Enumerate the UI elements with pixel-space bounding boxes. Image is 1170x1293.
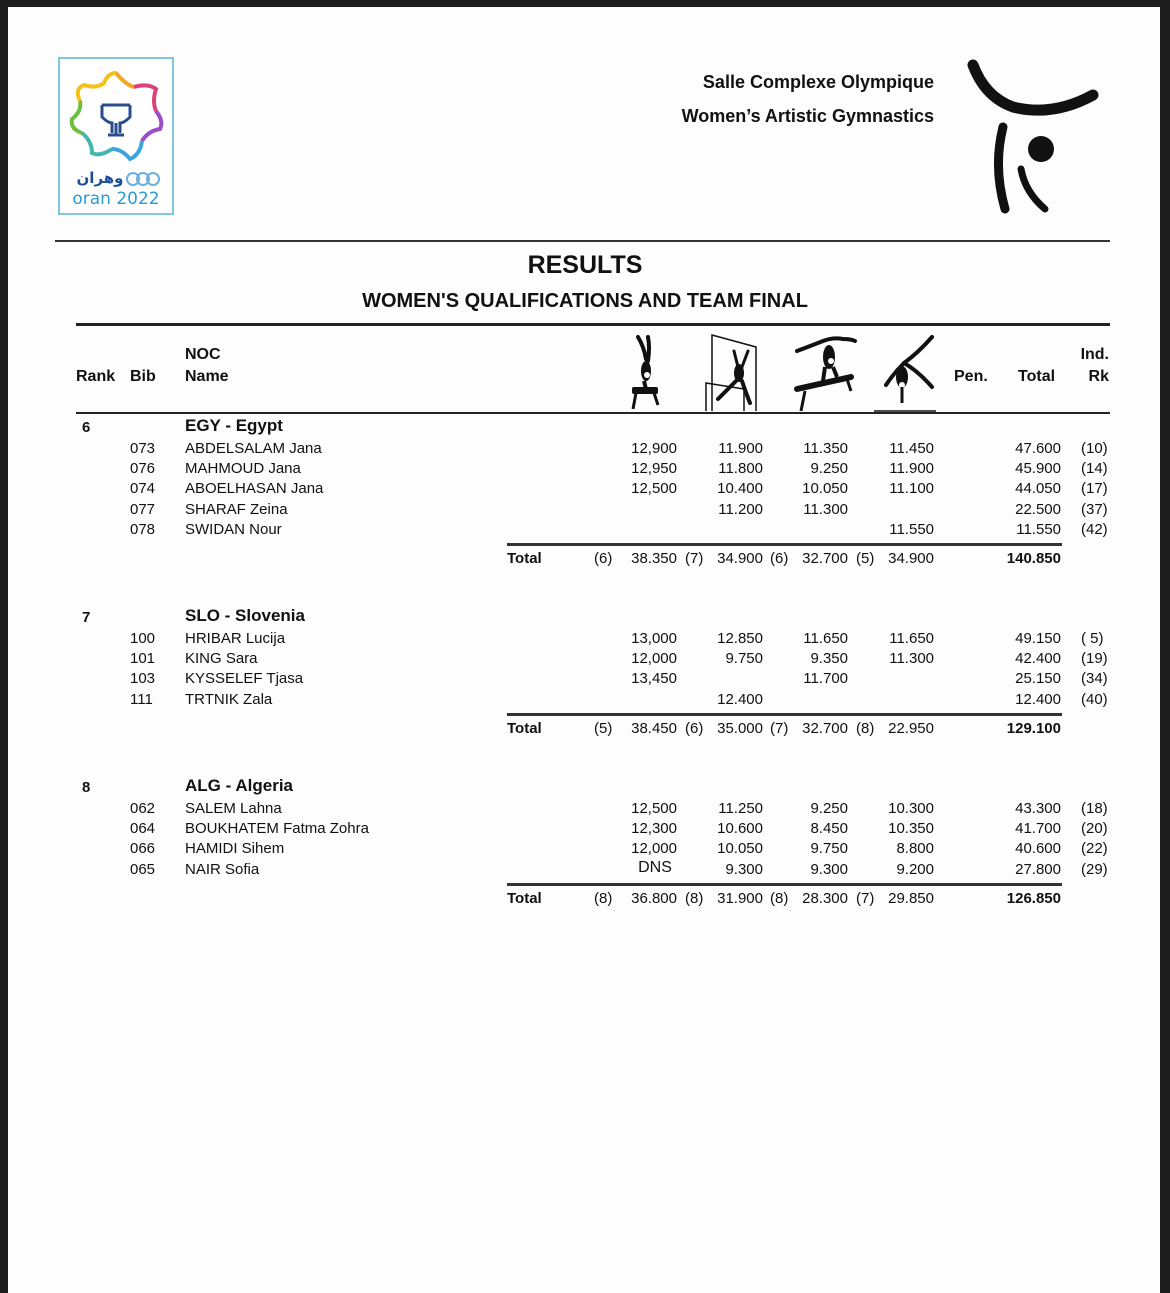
discipline-name: Women’s Artistic Gymnastics <box>681 106 934 126</box>
athlete-name: ABDELSALAM Jana <box>185 440 322 457</box>
score-floor: 10.300 <box>888 800 934 817</box>
score-balance-beam: 9.250 <box>810 800 848 817</box>
col-header-bib: Bib <box>130 368 156 385</box>
venue-header <box>682 65 934 133</box>
vault-rank: (5) <box>594 719 613 737</box>
athlete-ind-rank: (14) <box>1081 460 1108 478</box>
score-vault: DNS <box>638 858 672 876</box>
athlete-ind-rank: (19) <box>1081 650 1108 668</box>
athlete-total: 11.550 <box>1016 520 1061 538</box>
score-vault: 13,450 <box>631 670 677 688</box>
team-total-label: Total <box>507 889 542 907</box>
athlete-bib: 078 <box>130 520 156 538</box>
col-header-ind-rk-2: Rk <box>1088 368 1109 385</box>
artistic-gymnastics-pictogram-icon <box>963 57 1113 217</box>
score-vault: 12,300 <box>631 820 677 838</box>
table-top-rule <box>76 323 1110 326</box>
team-grand-total: 140.850 <box>1006 550 1061 567</box>
score-uneven-bars: 11.250 <box>718 800 763 817</box>
score-vault: 13,000 <box>631 630 677 647</box>
athlete-name: HAMIDI Sihem <box>185 840 285 858</box>
score-floor: 11.300 <box>889 650 934 668</box>
score-balance-beam: 11.300 <box>803 500 848 518</box>
athlete-name: SWIDAN Nour <box>185 520 282 538</box>
balance-beam-rank: (7) <box>770 719 789 737</box>
score-floor: 10.350 <box>888 820 934 838</box>
score-balance-beam: 9.300 <box>810 860 848 878</box>
athlete-ind-rank: (18) <box>1081 800 1108 817</box>
team-rank: 8 <box>82 779 91 796</box>
results-page <box>8 7 1160 1293</box>
athlete-bib: 111 <box>130 690 153 708</box>
team-total-label: Total <box>507 550 542 567</box>
athlete-name: BOUKHATEM Fatma Zohra <box>185 820 369 838</box>
team-total-rule <box>507 713 1062 716</box>
athlete-ind-rank: (37) <box>1081 500 1108 518</box>
floor-rank: (8) <box>856 719 875 737</box>
athlete-name: ABOELHASAN Jana <box>185 480 324 498</box>
uneven-bars-team-score: 31.900 <box>717 889 763 907</box>
col-header-noc: NOC <box>185 346 221 363</box>
vault-rank: (8) <box>594 889 613 907</box>
team-noc: EGY - Egypt <box>185 416 283 435</box>
vault-team-score: 38.450 <box>631 719 677 737</box>
score-uneven-bars: 12.850 <box>717 630 763 647</box>
athlete-bib: 076 <box>130 460 156 478</box>
score-floor: 11.900 <box>889 460 934 478</box>
balance-beam-rank: (6) <box>770 550 789 567</box>
team-grand-total: 129.100 <box>1006 719 1061 737</box>
athlete-bib: 073 <box>130 440 156 457</box>
team-grand-total: 126.850 <box>1006 889 1061 907</box>
athlete-ind-rank: (34) <box>1081 670 1108 688</box>
athlete-ind-rank: (17) <box>1081 480 1108 498</box>
athlete-ind-rank: (40) <box>1081 690 1108 708</box>
col-header-total: Total <box>1018 368 1056 385</box>
athlete-ind-rank: (20) <box>1081 820 1108 838</box>
score-balance-beam: 9.750 <box>810 840 848 858</box>
results-subtitle: WOMEN'S QUALIFICATIONS AND TEAM FINAL <box>362 290 808 312</box>
athlete-name: NAIR Sofia <box>185 860 260 878</box>
athlete-total: 22.500 <box>1015 500 1061 518</box>
athlete-ind-rank: (29) <box>1081 860 1108 878</box>
score-vault: 12,500 <box>631 480 677 498</box>
athlete-total: 45.900 <box>1015 460 1061 478</box>
logo-text-arabic: وهران <box>76 169 124 187</box>
athlete-bib: 062 <box>130 800 156 817</box>
athlete-total: 25.150 <box>1015 670 1061 688</box>
floor-team-score: 29.850 <box>888 889 934 907</box>
balance-beam-icon <box>793 333 863 411</box>
uneven-bars-icon <box>704 333 764 411</box>
balance-beam-rank: (8) <box>770 889 789 907</box>
col-header-rank: Rank <box>76 368 116 385</box>
uneven-bars-team-score: 35.000 <box>717 719 763 737</box>
score-balance-beam: 9.350 <box>810 650 848 668</box>
col-header-pen: Pen. <box>954 368 988 385</box>
uneven-bars-rank: (6) <box>685 719 704 737</box>
uneven-bars-rank: (8) <box>685 889 704 907</box>
athlete-bib: 066 <box>130 840 156 858</box>
score-vault: 12,000 <box>631 840 677 858</box>
athlete-name: SALEM Lahna <box>185 800 282 817</box>
logo-text: oran 2022 <box>72 189 160 209</box>
athlete-name: KYSSELEF Tjasa <box>185 670 304 688</box>
athlete-bib: 064 <box>130 820 156 838</box>
athlete-total: 42.400 <box>1015 650 1061 668</box>
score-vault: 12,900 <box>631 440 677 457</box>
vault-team-score: 38.350 <box>631 550 677 567</box>
athlete-ind-rank: (10) <box>1081 440 1108 457</box>
team-rank: 6 <box>82 419 91 436</box>
score-uneven-bars: 11.200 <box>718 500 763 518</box>
score-floor: 9.200 <box>896 860 934 878</box>
athlete-name: TRTNIK Zala <box>185 690 273 708</box>
athlete-total: 41.700 <box>1015 820 1061 838</box>
floor-rank: (5) <box>856 550 875 567</box>
score-balance-beam: 10.050 <box>802 480 848 498</box>
team-noc: ALG - Algeria <box>185 776 293 795</box>
score-uneven-bars: 12.400 <box>717 690 763 708</box>
athlete-ind-rank: ( 5) <box>1081 630 1104 647</box>
uneven-bars-team-score: 34.900 <box>717 550 763 567</box>
athlete-total: 12.400 <box>1015 690 1061 708</box>
score-balance-beam: 11.650 <box>803 630 848 647</box>
team-total-label: Total <box>507 719 542 737</box>
header-divider <box>55 240 1110 242</box>
athlete-total: 27.800 <box>1015 860 1061 878</box>
athlete-bib: 101 <box>130 650 156 668</box>
balance-beam-team-score: 32.700 <box>802 550 848 567</box>
score-floor: 11.650 <box>889 630 934 647</box>
floor-rank: (7) <box>856 889 875 907</box>
uneven-bars-rank: (7) <box>685 550 704 567</box>
score-uneven-bars: 10.600 <box>717 820 763 838</box>
results-title: RESULTS <box>527 251 643 279</box>
balance-beam-team-score: 28.300 <box>802 889 848 907</box>
vault-team-score: 36.800 <box>631 889 677 907</box>
venue-name: Salle Complexe Olympique <box>702 72 934 92</box>
athlete-total: 40.600 <box>1015 840 1061 858</box>
score-vault: 12,000 <box>631 650 677 668</box>
score-uneven-bars: 9.300 <box>725 860 763 878</box>
score-balance-beam: 9.250 <box>810 460 848 478</box>
athlete-bib: 074 <box>130 480 156 498</box>
table-header-rule <box>76 412 1110 414</box>
team-total-rule <box>507 543 1062 546</box>
athlete-name: MAHMOUD Jana <box>185 460 301 478</box>
team-rank: 7 <box>82 609 91 626</box>
score-uneven-bars: 10.400 <box>717 480 763 498</box>
score-uneven-bars: 9.750 <box>725 650 763 668</box>
athlete-ind-rank: (22) <box>1081 840 1108 858</box>
score-floor: 11.100 <box>889 480 934 498</box>
score-balance-beam: 8.450 <box>810 820 848 838</box>
athlete-name: KING Sara <box>185 650 258 668</box>
oran-2022-logo <box>58 57 174 215</box>
athlete-total: 44.050 <box>1015 480 1061 498</box>
floor-team-score: 34.900 <box>888 550 934 567</box>
athlete-bib: 103 <box>130 670 156 688</box>
athlete-total: 47.600 <box>1015 440 1061 457</box>
athlete-name: SHARAF Zeina <box>185 500 288 518</box>
athlete-total: 49.150 <box>1015 630 1061 647</box>
athlete-bib: 065 <box>130 860 156 878</box>
vault-rank: (6) <box>594 550 613 567</box>
team-noc: SLO - Slovenia <box>185 606 305 625</box>
floor-team-score: 22.950 <box>888 719 934 737</box>
vault-icon <box>626 333 666 411</box>
score-balance-beam: 11.700 <box>803 670 848 688</box>
score-uneven-bars: 11.900 <box>718 440 763 457</box>
balance-beam-team-score: 32.700 <box>802 719 848 737</box>
score-floor: 11.450 <box>889 440 934 457</box>
team-total-rule <box>507 883 1062 886</box>
score-floor: 11.550 <box>889 520 934 538</box>
score-vault: 12,500 <box>631 800 677 817</box>
score-uneven-bars: 11.800 <box>718 460 763 478</box>
floor-exercise-icon <box>874 333 944 413</box>
col-header-ind-rk-1: Ind. <box>1080 346 1109 363</box>
col-header-name: Name <box>185 368 229 385</box>
athlete-name: HRIBAR Lucija <box>185 630 286 647</box>
lion-star-emblem-icon <box>60 63 172 173</box>
score-floor: 8.800 <box>896 840 934 858</box>
score-vault: 12,950 <box>631 460 677 478</box>
score-balance-beam: 11.350 <box>803 440 848 457</box>
athlete-bib: 100 <box>130 630 156 647</box>
athlete-ind-rank: (42) <box>1081 520 1108 538</box>
score-uneven-bars: 10.050 <box>717 840 763 858</box>
athlete-total: 43.300 <box>1015 800 1061 817</box>
athlete-bib: 077 <box>130 500 156 518</box>
